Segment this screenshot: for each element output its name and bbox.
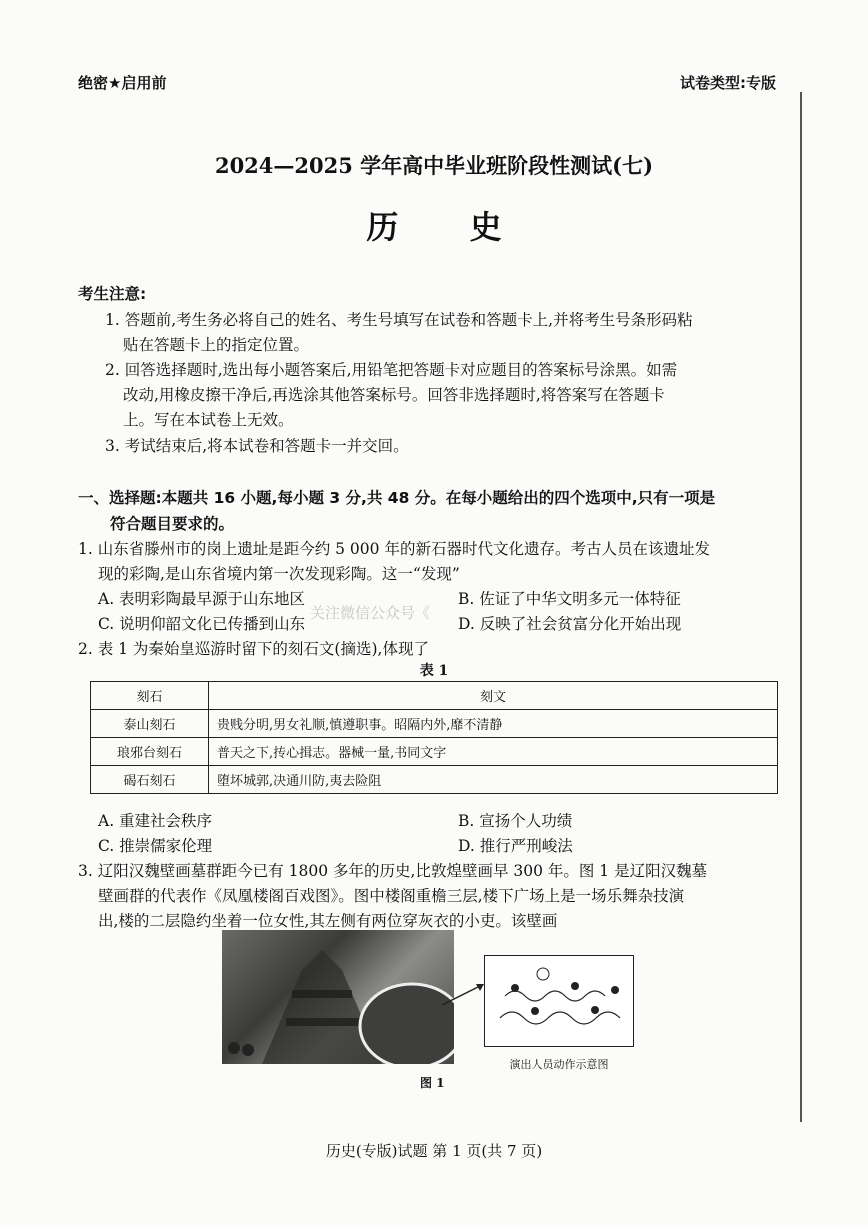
confidential-label: 绝密★启用前 — [78, 74, 167, 92]
question-1-option-b: B. 佐证了中华文明多元一体特征 — [458, 590, 681, 608]
mural-photo — [222, 930, 454, 1064]
table-header-row — [91, 682, 778, 710]
notice-line: 上。写在本试卷上无效。 — [123, 411, 294, 429]
question-2-option-c: C. 推崇儒家伦理 — [98, 837, 213, 855]
question-2-stem: 2. 表 1 为秦始皇巡游时留下的刻石文(摘选),体现了 — [78, 640, 429, 658]
paper-type-label: 试卷类型:专版 — [680, 74, 776, 92]
question-2-option-a: A. 重建社会秩序 — [98, 812, 213, 830]
inscription-table — [90, 681, 778, 794]
exam-title: 2024—2025 学年高中毕业班阶段性测试(七) — [214, 153, 654, 178]
table-cell: 贵贱分明,男女礼顺,慎遵职事。昭隔内外,靡不清静 — [209, 710, 778, 738]
notice-heading: 考生注意: — [78, 285, 147, 303]
table-row — [91, 738, 778, 766]
performer-sketch — [484, 955, 634, 1047]
watermark: 关注微信公众号《 — [310, 604, 431, 622]
subject-title: 历 史 — [366, 208, 532, 246]
arrow-icon — [440, 975, 490, 1015]
figure-label: 图 1 — [420, 1076, 445, 1090]
question-3-stem: 出,楼的二层隐约坐着一位女性,其左侧有两位穿灰衣的小吏。该壁画 — [98, 912, 558, 930]
table-cell: 琅邪台刻石 — [91, 738, 209, 766]
question-3-stem: 壁画群的代表作《凤凰楼阁百戏图》。图中楼阁重檐三层,楼下广场上是一场乐舞杂技演 — [98, 887, 685, 905]
question-1-option-a: A. 表明彩陶最早源于山东地区 — [98, 590, 306, 608]
notice-line: 3. 考试结束后,将本试卷和答题卡一并交回。 — [105, 437, 409, 455]
table-cell: 堕坏城郭,决通川防,夷去险阻 — [209, 766, 778, 794]
question-1-option-d: D. 反映了社会贫富分化开始出现 — [458, 615, 682, 633]
table-cell: 泰山刻石 — [91, 710, 209, 738]
section-heading: 符合题目要求的。 — [110, 515, 235, 533]
notice-line: 2. 回答选择题时,选出每小题答案后,用铅笔把答题卡对应题目的答案标号涂黑。如需 — [105, 361, 678, 379]
page-footer: 历史(专版)试题 第 1 页(共 7 页) — [325, 1142, 543, 1160]
question-2-option-b: B. 宣扬个人功绩 — [458, 812, 573, 830]
sketch-caption: 演出人员动作示意图 — [509, 1058, 609, 1071]
section-heading: 一、选择题:本题共 16 小题,每小题 3 分,共 48 分。在每小题给出的四个选项中,只有一项是 — [78, 489, 716, 507]
question-1-stem: 1. 山东省滕州市的岗上遗址是距今约 5 000 年的新石器时代文化遗存。考古人员在该遗址发 — [78, 540, 710, 558]
table-row — [91, 766, 778, 794]
table-cell: 碣石刻石 — [91, 766, 209, 794]
table-row — [91, 710, 778, 738]
question-3-stem: 3. 辽阳汉魏壁画墓群距今已有 1800 多年的历史,比敦煌壁画早 300 年。图 1 是辽阳汉魏墓 — [78, 862, 708, 880]
notice-line: 改动,用橡皮擦干净后,再选涂其他答案标号。回答非选择题时,将答案写在答题卡 — [123, 386, 665, 404]
notice-line: 1. 答题前,考生务必将自己的姓名、考生号填写在试卷和答题卡上,并将考生号条形码粘 — [105, 311, 693, 329]
table-header-cell: 刻石 — [91, 682, 209, 710]
table-cell: 普天之下,抟心揖志。器械一量,书同文字 — [209, 738, 778, 766]
question-2-option-d: D. 推行严刑峻法 — [458, 837, 573, 855]
table-header-cell: 刻文 — [209, 682, 778, 710]
question-1-option-c: C. 说明仰韶文化已传播到山东 — [98, 615, 306, 633]
notice-line: 贴在答题卡上的指定位置。 — [123, 336, 310, 354]
question-1-stem: 现的彩陶,是山东省境内第一次发现彩陶。这一“发现” — [98, 565, 460, 583]
table-caption: 表 1 — [419, 663, 449, 679]
